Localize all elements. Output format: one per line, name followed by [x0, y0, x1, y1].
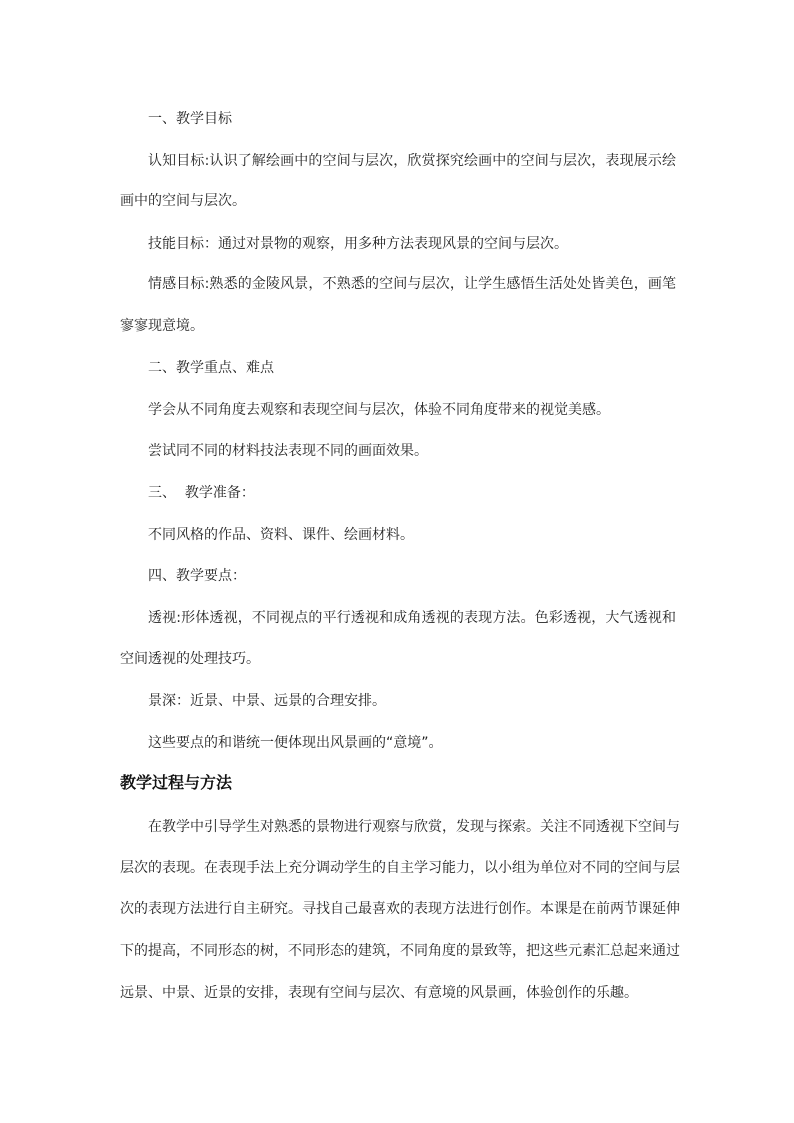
section-title-teaching-goals: 一、教学目标 — [148, 111, 232, 127]
section-title-teaching-points: 四、教学要点： — [148, 568, 246, 584]
key-point-line-2: 尝试同不同的材料技法表现不同的画面效果。 — [148, 443, 428, 459]
depth-line: 景深：近景、中景、远景的合理安排。 — [148, 693, 386, 709]
cognitive-goal-line-1: 认知目标:认识了解绘画中的空间与层次，欣赏探究绘画中的空间与层次，表现展示绘 — [148, 153, 676, 169]
process-line-4: 下的提高，不同形态的树，不同形态的建筑，不同角度的景致等，把这些元素汇总起来通过 — [120, 943, 680, 959]
emotion-goal-line-1: 情感目标:熟悉的金陵风景，不熟悉的空间与层次，让学生感悟生活处处皆美色，画笔 — [148, 276, 676, 292]
summary-line: 这些要点的和谐统一便体现出风景画的“意境”。 — [148, 735, 443, 751]
process-line-5: 远景、中景、近景的安排，表现有空间与层次、有意境的风景画，体验创作的乐趣。 — [120, 985, 638, 1001]
process-line-2: 层次的表现。在表现手法上充分调动学生的自主学习能力，以小组为单位对不同的空间与层 — [120, 860, 680, 876]
perspective-line-1: 透视:形体透视，不同视点的平行透视和成角透视的表现方法。色彩透视，大气透视和 — [148, 610, 676, 626]
key-point-line-1: 学会从不同角度去观察和表现空间与层次，体验不同角度带来的视觉美感。 — [148, 402, 610, 418]
skill-goal: 技能目标：通过对景物的观察，用多种方法表现风景的空间与层次。 — [148, 236, 568, 252]
process-heading: 教学过程与方法 — [120, 773, 233, 792]
section-title-preparation: 三、 教学准备： — [148, 485, 255, 501]
section-title-key-points: 二、教学重点、难点 — [148, 360, 274, 376]
emotion-goal-line-2: 寥寥现意境。 — [120, 318, 204, 334]
process-line-1: 在教学中引导学生对熟悉的景物进行观察与欣赏，发现与探索。关注不同透视下空间与 — [148, 819, 680, 835]
preparation-line: 不同风格的作品、资料、课件、绘画材料。 — [148, 527, 414, 543]
process-line-3: 次的表现方法进行自主研究。寻找自己最喜欢的表现方法进行创作。本课是在前两节课延伸 — [120, 901, 680, 917]
cognitive-goal-line-2: 画中的空间与层次。 — [120, 193, 246, 209]
perspective-line-2: 空间透视的处理技巧。 — [120, 651, 260, 667]
